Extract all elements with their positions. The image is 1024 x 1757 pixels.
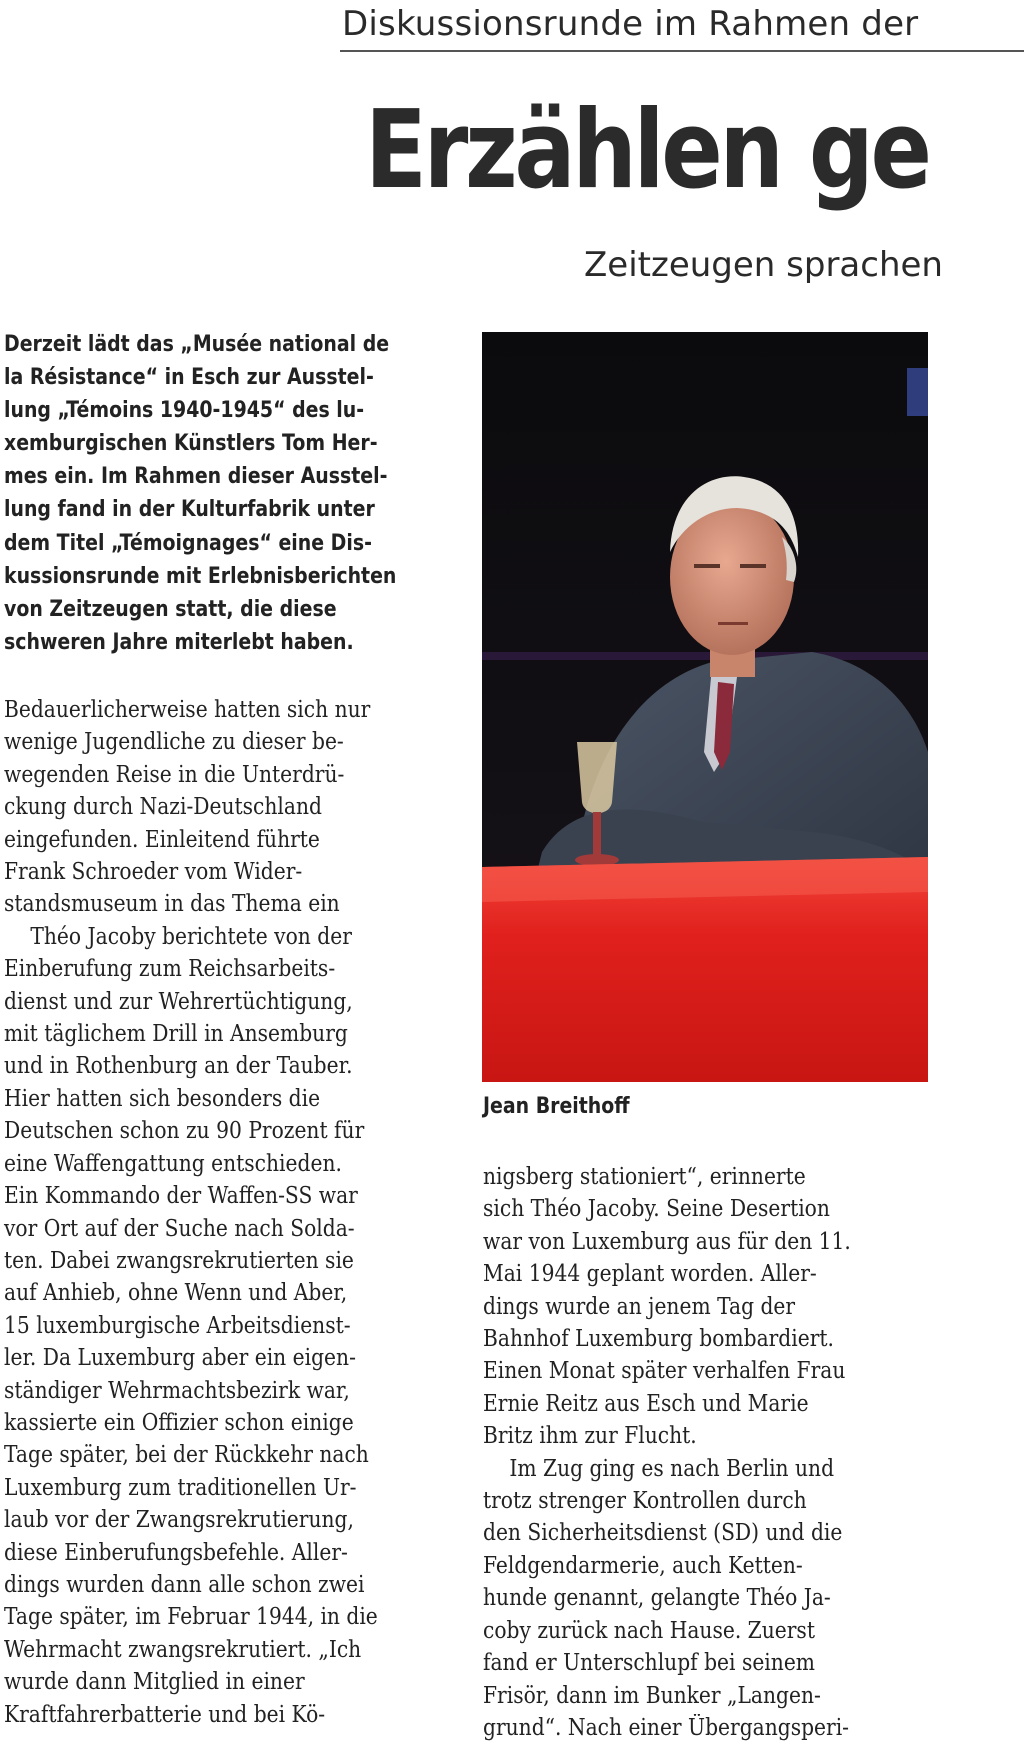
lead-line: kussionsrunde mit Erlebnisberichten [4,563,397,589]
body-line: Britz ihm zur Flucht. [483,1423,697,1450]
photo-illustration [482,332,928,1082]
photo-jean-breithoff [482,332,928,1082]
body-line: Ein Kommando der Waffen-SS war [4,1183,358,1210]
lead-line: lung „Témoins 1940-1945“ des lu- [4,398,365,424]
body-line: Einberufung zum Reichsarbeits- [4,956,336,983]
lead-line: mes ein. Im Rahmen dieser Ausstel- [4,464,388,490]
body-line: Mai 1944 geplant worden. Aller- [483,1261,817,1288]
body-line: vor Ort auf der Suche nach Solda- [4,1215,355,1242]
kicker-rule [340,50,1024,52]
body-line: wegenden Reise in die Unterdrü- [4,761,345,788]
body-line: Einen Monat später verhalfen Frau [483,1358,846,1385]
lead-line: schweren Jahre miterlebt haben. [4,629,354,655]
body-line: Tage später, bei der Rückkehr nach [4,1442,369,1469]
body-line: ständiger Wehrmachtsbezirk war, [4,1377,350,1404]
body-line: Deutschen schon zu 90 Prozent für [4,1118,365,1145]
body-line: Kraftfahrerbatterie und bei Kö- [4,1701,326,1728]
body-line: coby zurück nach Hause. Zuerst [483,1617,815,1644]
body-line: ler. Da Luxemburg aber ein eigen- [4,1345,356,1372]
right-column [483,1161,928,1744]
body-line: wurde dann Mitglied in einer [4,1669,305,1696]
headline: Erzählen ge [365,88,929,213]
body-line: eine Waffengattung entschieden. [4,1150,342,1177]
body-line: und in Rothenburg an der Tauber. [4,1053,353,1080]
body-line: war von Luxemburg aus für den 11. [483,1228,851,1255]
body-line: 15 luxemburgische Arbeitsdienst- [4,1312,351,1339]
body-line: ckung durch Nazi-Deutschland [4,794,322,821]
body-line: dings wurden dann alle schon zwei [4,1571,365,1598]
left-column [4,694,449,1731]
body-line: Bahnhof Luxemburg bombardiert. [483,1326,834,1353]
body-line: Ernie Reitz aus Esch und Marie [483,1390,809,1417]
body-line: mit täglichem Drill in Ansemburg [4,1021,348,1048]
body-line: trotz strenger Kontrollen durch [483,1488,807,1515]
photo-caption: Jean Breithoff [483,1094,630,1119]
body-line: Feldgendarmerie, auch Ketten- [483,1552,803,1579]
body-line: eingefunden. Einleitend führte [4,826,320,853]
body-line: Wehrmacht zwangsrekrutiert. „Ich [4,1636,362,1663]
lead-line: la Résistance“ in Esch zur Ausstel- [4,365,374,391]
kicker: Diskussionsrunde im Rahmen der [342,4,919,44]
lead-line: dem Titel „Témoignages“ eine Dis- [4,530,372,556]
body-line: Hier hatten sich besonders die [4,1085,321,1112]
body-line: Luxemburg zum traditionellen Ur- [4,1474,357,1501]
lead-line: von Zeitzeugen statt, die diese [4,596,337,622]
body-line: auf Anhieb, ohne Wenn und Aber, [4,1280,348,1307]
body-line: standsmuseum in das Thema ein [4,891,340,918]
body-line: fand er Unterschlupf bei seinem [483,1650,815,1677]
body-line: dienst und zur Wehrertüchtigung, [4,988,353,1015]
body-line: den Sicherheitsdienst (SD) und die [483,1520,843,1547]
body-line: Tage später, im Februar 1944, in die [4,1604,378,1631]
lead-line: lung fand in der Kulturfabrik unter [4,497,375,523]
body-line: Frisör, dann im Bunker „Langen- [483,1682,821,1709]
body-line: Théo Jacoby berichtete von der [30,923,352,950]
lead-line: Derzeit lädt das „Musée national de [4,332,390,357]
lead-paragraph [4,328,444,659]
body-line: Frank Schroeder vom Wider- [4,859,303,886]
body-line: kassierte ein Offizier schon einige [4,1409,354,1436]
body-line: nigsberg stationiert“, erinnerte [483,1164,806,1190]
body-line: grund“. Nach einer Übergangsperi- [483,1714,850,1741]
body-line: wenige Jugendliche zu dieser be- [4,729,344,756]
body-line: Im Zug ging es nach Berlin und [509,1455,835,1482]
subhead: Zeitzeugen sprachen [584,245,943,285]
body-line: laub vor der Zwangsrekrutierung, [4,1507,354,1534]
lead-line: xemburgischen Künstlers Tom Her- [4,431,378,457]
body-line: ten. Dabei zwangsrekrutierten sie [4,1247,354,1274]
body-line: Bedauerlicherweise hatten sich nur [4,697,371,723]
body-line: sich Théo Jacoby. Seine Desertion [483,1196,830,1223]
body-line: hunde genannt, gelangte Théo Ja- [483,1585,831,1612]
body-line: diese Einberufungsbefehle. Aller- [4,1539,348,1566]
body-line: dings wurde an jenem Tag der [483,1293,796,1320]
